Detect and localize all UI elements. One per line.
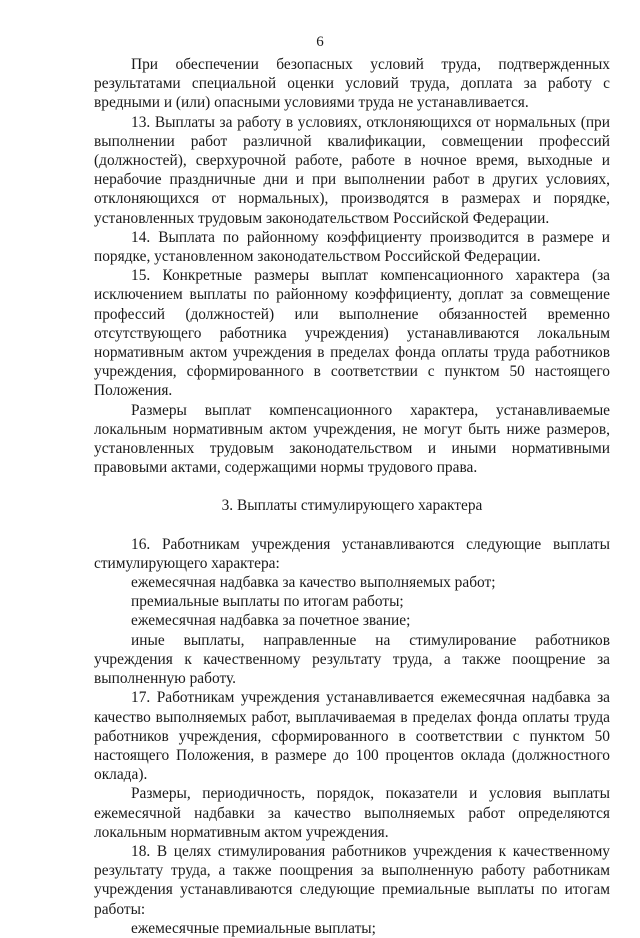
list-item: премиальные выплаты по итогам работы; bbox=[131, 593, 404, 611]
list-item: ежемесячная надбавка за почетное звание; bbox=[131, 612, 411, 630]
paragraph-17-sizes: Размеры, периодичность, порядок, показатели и условия выплаты ежемесячной надбавки за качество выполняемых работ определяются локальным нормативным актом учреждения. bbox=[94, 785, 610, 841]
paragraph-16: 16. Работникам учреждения устанавливаются следующие выплаты стимулирующего характера: bbox=[94, 535, 610, 572]
paragraph-17: 17. Работникам учреждения устанавливается ежемесячная надбавка за качество выполняемых работ, выплачиваемая в пределах фонда оплаты труда работников учреждения, сформированного в соответствии с пунктом 50 настоящего Положения, в размере до 100 процентов оклада (должностного оклада). bbox=[94, 689, 610, 784]
paragraph-18: 18. В целях стимулирования работников учреждения к качественному результату труда, а также поощрения за выполненную работу работникам учреждения устанавливаются следующие премиальные выплаты по итогам работы: bbox=[94, 842, 610, 918]
page-number: 6 bbox=[316, 34, 324, 50]
paragraph-15-sizes: Размеры выплат компенсационного характера, устанавливаемые локальным нормативным актом учреждения, не могут быть ниже размеров, установленных трудовым законодательством и иными нормативными правовыми актами, содержащими нормы трудового права. bbox=[94, 401, 610, 477]
paragraph-16-other: иные выплаты, направленные на стимулирование работников учреждения к качественному результату труда, а также поощрение за выполненную работу. bbox=[94, 631, 610, 688]
paragraph-15: 15. Конкретные размеры выплат компенсационного характера (за исключением выплаты по районному коэффициенту, доплат за совмещение профессий (должностей) или выполнение обязанностей временно отсутствующего работника учреждения) устанавливаются локальным нормативным актом учреждения в пределах фонда оплаты труда работников учреждения, сформированного в соответствии с пунктом 50 настоящего Положения. bbox=[94, 267, 610, 400]
list-item: ежемесячные премиальные выплаты; bbox=[131, 919, 376, 937]
paragraph-14: 14. Выплата по районному коэффициенту производится в размере и порядке, установленном законодательством Российской Федерации. bbox=[94, 228, 610, 266]
section-heading: 3. Выплаты стимулирующего характера bbox=[221, 497, 483, 515]
paragraph-safe-conditions: При обеспечении безопасных условий труда, подтвержденных результатами специальной оценки условий труда, доплата за работу с вредными и (или) опасными условиями труда не устанавливается. bbox=[94, 56, 610, 112]
document-body bbox=[94, 55, 610, 938]
paragraph-13: 13. Выплаты за работу в условиях, отклоняющихся от нормальных (при выполнении работ различной квалификации, совмещении профессий (должностей), сверхурочной работе, работе в ночное время, выходные и нерабочие праздничные дни и при выполнении работ в других условиях, отклоняющихся от нормальных), производятся в размерах и порядке, установленных трудовым законодательством Российской Федерации. bbox=[94, 113, 610, 227]
list-item: ежемесячная надбавка за качество выполняемых работ; bbox=[131, 574, 496, 592]
